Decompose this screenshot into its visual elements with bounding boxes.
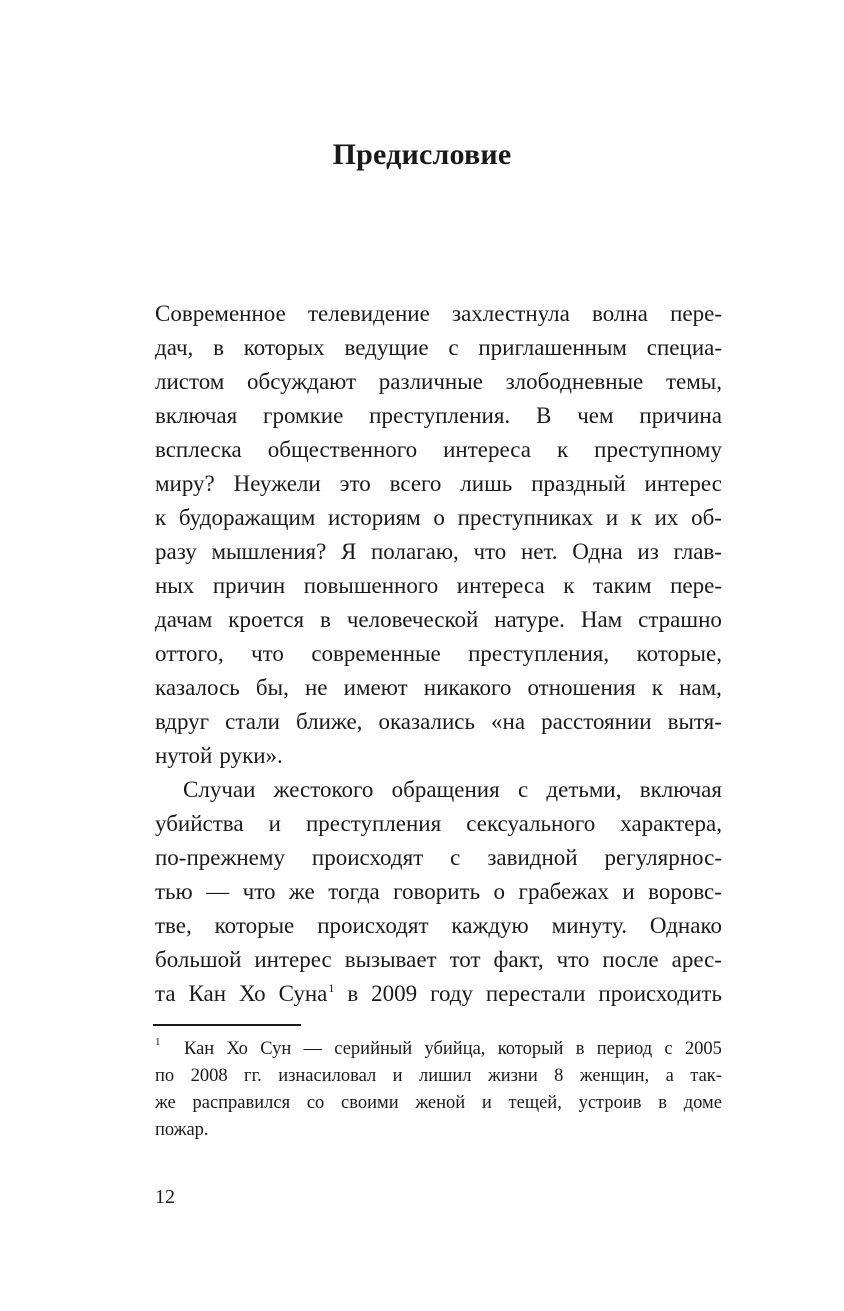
text-line: включая громкие преступления. В чем причина bbox=[155, 403, 722, 428]
text-line: Случаи жестокого обращения с детьми, включая bbox=[183, 777, 722, 802]
footnote-mark: 1 bbox=[155, 1036, 161, 1048]
text-line: вдруг стали ближе, оказались «на расстоянии вытя- bbox=[155, 709, 722, 734]
body-text bbox=[155, 297, 722, 1011]
footnote-reference[interactable]: 1 bbox=[328, 981, 335, 995]
page-number: 12 bbox=[155, 1186, 175, 1208]
text-line: миру? Неужели это всего лишь праздный интерес bbox=[155, 471, 722, 496]
page-title: Предисловие bbox=[332, 138, 512, 171]
text-line: большой интерес вызывает тот факт, что после арес- bbox=[155, 947, 722, 972]
text-line: ных причин повышенного интереса к таким пере- bbox=[155, 573, 722, 598]
text-line: тве, которые происходят каждую минуту. Однако bbox=[155, 913, 722, 938]
text-line: убийства и преступления сексуального характера, bbox=[155, 811, 722, 836]
text-line: та Кан Хо Суна$^1$ в 2009 году перестали происходить bbox=[155, 981, 722, 1006]
text-line: по-прежнему происходят с завидной регулярнос- bbox=[155, 845, 722, 870]
footnote-text bbox=[155, 1036, 722, 1144]
footnote-line: Кан Хо Сун — серийный убийца, который в период с 2005 bbox=[184, 1039, 722, 1059]
text-line: тью — что же тогда говорить о грабежах и воровс- bbox=[155, 879, 722, 904]
text-line: нутой руки». bbox=[155, 743, 283, 768]
text-line: листом обсуждают различные злободневные темы, bbox=[155, 369, 722, 394]
footnote-line: пожар. bbox=[155, 1120, 209, 1140]
text-line: оттого, что современные преступления, которые, bbox=[155, 641, 722, 666]
text-line: разу мышления? Я полагаю, что нет. Одна из глав- bbox=[155, 539, 722, 564]
footnotes bbox=[155, 1036, 722, 1144]
footnote-line: же расправился со своими женой и тещей, устроив в доме bbox=[155, 1093, 722, 1113]
footnote-line: по 2008 гг. изнасиловал и лишил жизни 8 женщин, а так- bbox=[155, 1066, 722, 1086]
text-line: Современное телевидение захлестнула волна пере- bbox=[155, 301, 722, 326]
text-line: к будоражащим историям о преступниках и к их об- bbox=[155, 505, 722, 530]
text-line: дач, в которых ведущие с приглашенным специа- bbox=[155, 335, 722, 360]
text-line: дачам кроется в человеческой натуре. Нам страшно bbox=[155, 607, 722, 632]
footnote-rule bbox=[153, 1024, 301, 1026]
text-line: всплеска общественного интереса к преступному bbox=[155, 437, 722, 462]
text-line: казалось бы, не имеют никакого отношения к нам, bbox=[155, 675, 722, 700]
